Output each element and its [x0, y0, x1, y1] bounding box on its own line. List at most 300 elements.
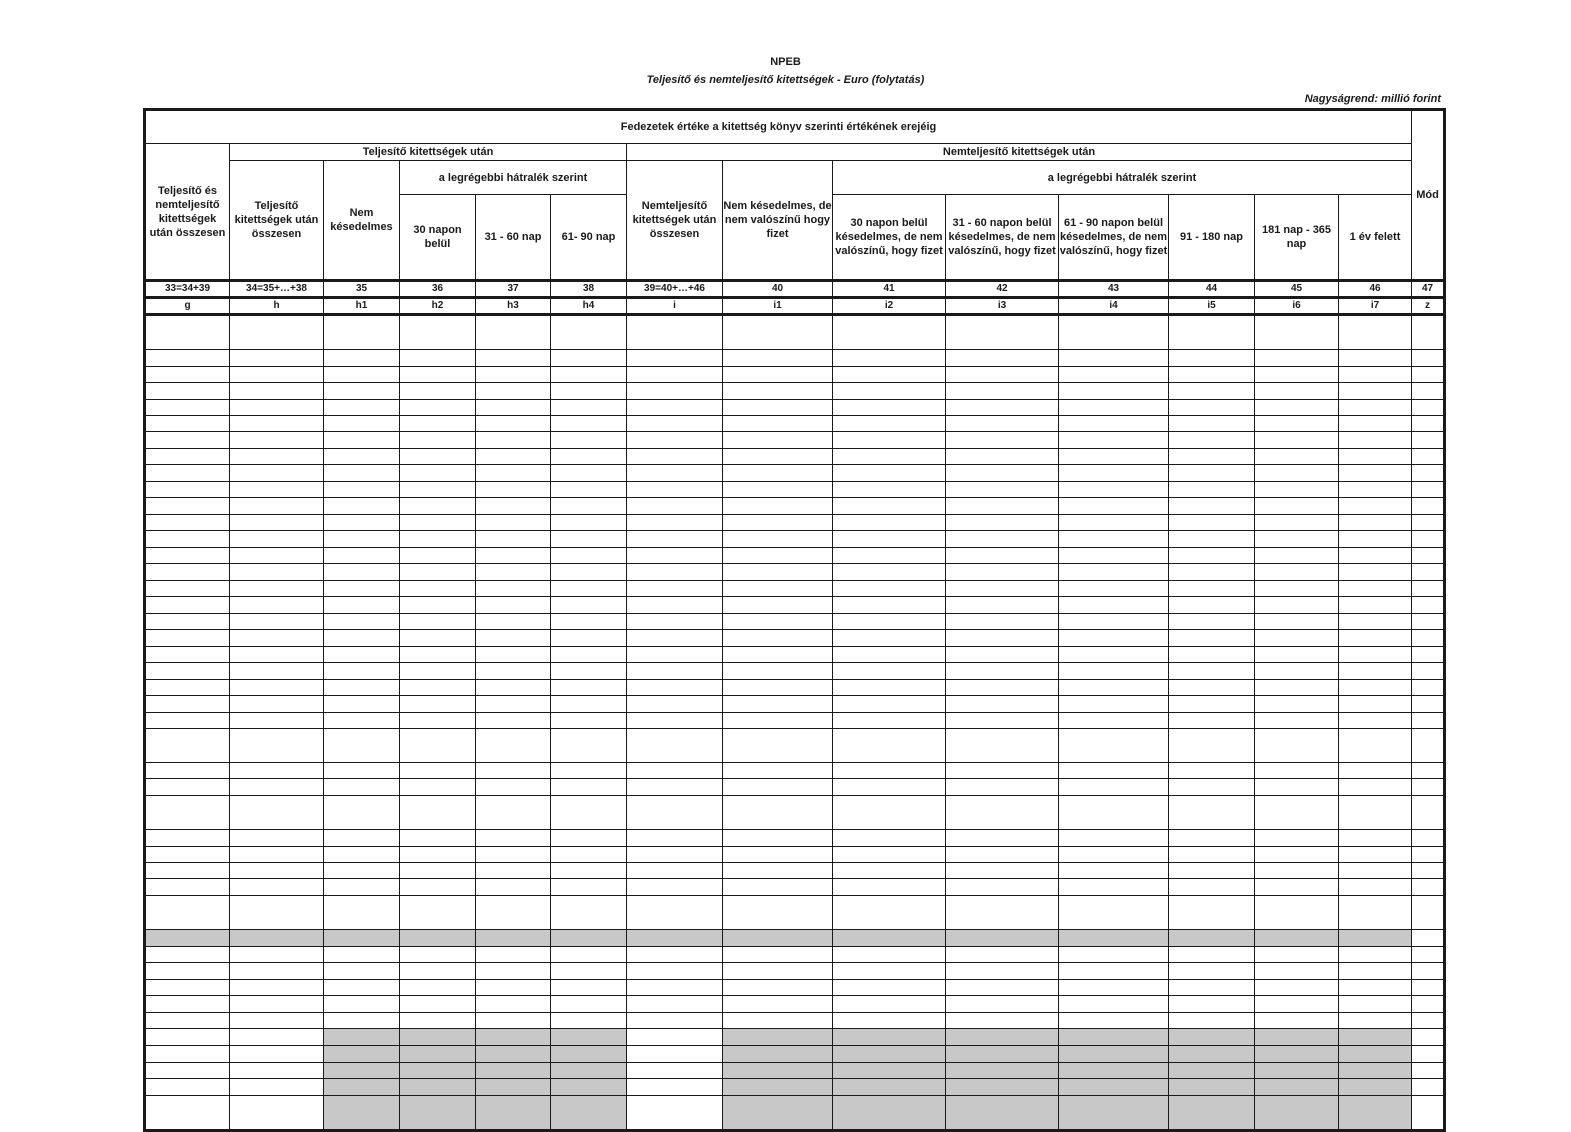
table-cell[interactable]	[946, 597, 1059, 614]
table-cell[interactable]	[1169, 680, 1255, 696]
table-cell[interactable]	[476, 548, 551, 564]
table-cell[interactable]	[946, 996, 1059, 1013]
table-cell[interactable]	[1339, 498, 1412, 515]
table-cell[interactable]	[833, 963, 946, 980]
table-cell[interactable]	[627, 663, 723, 680]
table-cell[interactable]	[1339, 597, 1412, 614]
table-cell[interactable]	[1255, 863, 1339, 879]
table-cell[interactable]	[476, 630, 551, 647]
table-cell[interactable]	[1059, 729, 1169, 763]
table-cell[interactable]	[145, 564, 230, 581]
table-cell[interactable]	[1059, 779, 1169, 796]
table-cell[interactable]	[833, 1046, 946, 1063]
table-cell[interactable]	[1169, 531, 1255, 548]
table-cell[interactable]	[551, 482, 627, 498]
table-cell[interactable]	[324, 482, 400, 498]
table-cell[interactable]	[230, 614, 324, 630]
table-cell[interactable]	[627, 879, 723, 896]
table-cell[interactable]	[627, 1013, 723, 1029]
table-cell[interactable]	[833, 548, 946, 564]
table-cell[interactable]	[230, 432, 324, 449]
table-cell[interactable]	[1412, 930, 1445, 947]
table-cell[interactable]	[324, 315, 400, 350]
table-cell[interactable]	[324, 498, 400, 515]
table-cell[interactable]	[946, 696, 1059, 713]
table-cell[interactable]	[476, 350, 551, 367]
table-cell[interactable]	[476, 1013, 551, 1029]
table-cell[interactable]	[230, 515, 324, 531]
table-cell[interactable]	[551, 680, 627, 696]
table-cell[interactable]	[551, 597, 627, 614]
table-cell[interactable]	[324, 400, 400, 416]
table-cell[interactable]	[1412, 1063, 1445, 1079]
table-cell[interactable]	[145, 614, 230, 630]
table-cell[interactable]	[1059, 879, 1169, 896]
table-cell[interactable]	[400, 980, 476, 996]
table-cell[interactable]	[400, 713, 476, 729]
table-cell[interactable]	[324, 1063, 400, 1079]
table-cell[interactable]	[400, 482, 476, 498]
table-cell[interactable]	[1339, 1096, 1412, 1131]
table-cell[interactable]	[551, 400, 627, 416]
table-cell[interactable]	[1169, 630, 1255, 647]
table-cell[interactable]	[627, 779, 723, 796]
table-cell[interactable]	[230, 581, 324, 597]
table-cell[interactable]	[627, 498, 723, 515]
table-cell[interactable]	[324, 531, 400, 548]
table-cell[interactable]	[230, 482, 324, 498]
table-cell[interactable]	[400, 498, 476, 515]
table-cell[interactable]	[627, 614, 723, 630]
table-cell[interactable]	[400, 996, 476, 1013]
table-cell[interactable]	[145, 482, 230, 498]
table-cell[interactable]	[230, 1079, 324, 1096]
table-cell[interactable]	[1059, 713, 1169, 729]
table-cell[interactable]	[833, 498, 946, 515]
table-cell[interactable]	[723, 597, 833, 614]
table-cell[interactable]	[1255, 614, 1339, 630]
table-cell[interactable]	[230, 465, 324, 482]
table-cell[interactable]	[1412, 482, 1445, 498]
table-cell[interactable]	[230, 350, 324, 367]
table-cell[interactable]	[230, 947, 324, 963]
table-cell[interactable]	[1339, 1063, 1412, 1079]
table-cell[interactable]	[946, 498, 1059, 515]
table-cell[interactable]	[833, 779, 946, 796]
table-cell[interactable]	[1339, 564, 1412, 581]
table-cell[interactable]	[1339, 980, 1412, 996]
table-cell[interactable]	[145, 597, 230, 614]
table-cell[interactable]	[551, 1046, 627, 1063]
table-cell[interactable]	[627, 315, 723, 350]
table-cell[interactable]	[723, 930, 833, 947]
table-cell[interactable]	[723, 980, 833, 996]
table-cell[interactable]	[1059, 383, 1169, 400]
table-cell[interactable]	[627, 465, 723, 482]
table-cell[interactable]	[1412, 796, 1445, 830]
table-cell[interactable]	[946, 930, 1059, 947]
table-cell[interactable]	[400, 663, 476, 680]
table-cell[interactable]	[723, 367, 833, 383]
table-cell[interactable]	[1255, 830, 1339, 847]
table-cell[interactable]	[476, 680, 551, 696]
table-cell[interactable]	[1169, 350, 1255, 367]
table-cell[interactable]	[476, 1063, 551, 1079]
table-cell[interactable]	[324, 980, 400, 996]
table-cell[interactable]	[1339, 614, 1412, 630]
table-cell[interactable]	[1255, 416, 1339, 432]
table-cell[interactable]	[833, 416, 946, 432]
table-cell[interactable]	[1059, 980, 1169, 996]
table-cell[interactable]	[476, 416, 551, 432]
table-cell[interactable]	[1339, 763, 1412, 779]
table-cell[interactable]	[833, 350, 946, 367]
table-cell[interactable]	[1059, 830, 1169, 847]
table-cell[interactable]	[476, 315, 551, 350]
table-cell[interactable]	[145, 796, 230, 830]
table-cell[interactable]	[1412, 515, 1445, 531]
table-cell[interactable]	[230, 713, 324, 729]
table-cell[interactable]	[1412, 548, 1445, 564]
table-cell[interactable]	[1412, 779, 1445, 796]
table-cell[interactable]	[1059, 1046, 1169, 1063]
table-cell[interactable]	[723, 432, 833, 449]
table-cell[interactable]	[324, 597, 400, 614]
table-cell[interactable]	[723, 879, 833, 896]
table-cell[interactable]	[1255, 515, 1339, 531]
table-cell[interactable]	[551, 796, 627, 830]
table-cell[interactable]	[324, 581, 400, 597]
table-cell[interactable]	[1059, 564, 1169, 581]
table-cell[interactable]	[627, 383, 723, 400]
table-cell[interactable]	[230, 1013, 324, 1029]
table-cell[interactable]	[324, 996, 400, 1013]
table-cell[interactable]	[400, 350, 476, 367]
table-cell[interactable]	[551, 729, 627, 763]
table-cell[interactable]	[230, 647, 324, 663]
table-cell[interactable]	[1339, 1046, 1412, 1063]
table-cell[interactable]	[324, 963, 400, 980]
table-cell[interactable]	[833, 367, 946, 383]
table-cell[interactable]	[1412, 630, 1445, 647]
table-cell[interactable]	[1169, 449, 1255, 465]
table-cell[interactable]	[946, 630, 1059, 647]
table-cell[interactable]	[551, 663, 627, 680]
table-cell[interactable]	[1412, 1013, 1445, 1029]
table-cell[interactable]	[476, 996, 551, 1013]
table-cell[interactable]	[476, 432, 551, 449]
table-cell[interactable]	[1255, 879, 1339, 896]
table-cell[interactable]	[551, 996, 627, 1013]
table-cell[interactable]	[1169, 647, 1255, 663]
table-cell[interactable]	[1255, 630, 1339, 647]
table-cell[interactable]	[1059, 847, 1169, 863]
table-cell[interactable]	[400, 930, 476, 947]
table-cell[interactable]	[723, 548, 833, 564]
table-cell[interactable]	[1059, 1029, 1169, 1046]
table-cell[interactable]	[946, 564, 1059, 581]
table-cell[interactable]	[1169, 896, 1255, 930]
table-cell[interactable]	[833, 879, 946, 896]
table-cell[interactable]	[324, 713, 400, 729]
table-cell[interactable]	[946, 680, 1059, 696]
table-cell[interactable]	[723, 449, 833, 465]
table-cell[interactable]	[1339, 465, 1412, 482]
table-cell[interactable]	[400, 597, 476, 614]
table-cell[interactable]	[551, 581, 627, 597]
table-cell[interactable]	[1169, 416, 1255, 432]
table-cell[interactable]	[1412, 465, 1445, 482]
table-cell[interactable]	[1059, 531, 1169, 548]
table-cell[interactable]	[1059, 863, 1169, 879]
table-cell[interactable]	[324, 696, 400, 713]
table-cell[interactable]	[1412, 367, 1445, 383]
table-cell[interactable]	[1412, 879, 1445, 896]
table-cell[interactable]	[551, 350, 627, 367]
table-cell[interactable]	[230, 1046, 324, 1063]
table-cell[interactable]	[627, 597, 723, 614]
table-cell[interactable]	[551, 847, 627, 863]
table-cell[interactable]	[723, 947, 833, 963]
table-cell[interactable]	[627, 996, 723, 1013]
table-cell[interactable]	[551, 1063, 627, 1079]
table-cell[interactable]	[145, 630, 230, 647]
table-cell[interactable]	[476, 449, 551, 465]
table-cell[interactable]	[627, 515, 723, 531]
table-cell[interactable]	[324, 564, 400, 581]
table-cell[interactable]	[1412, 383, 1445, 400]
table-cell[interactable]	[1059, 350, 1169, 367]
table-cell[interactable]	[145, 548, 230, 564]
table-cell[interactable]	[551, 531, 627, 548]
table-cell[interactable]	[1339, 383, 1412, 400]
table-cell[interactable]	[723, 564, 833, 581]
table-cell[interactable]	[1255, 315, 1339, 350]
table-cell[interactable]	[946, 647, 1059, 663]
table-cell[interactable]	[833, 400, 946, 416]
table-cell[interactable]	[476, 400, 551, 416]
table-cell[interactable]	[723, 400, 833, 416]
table-cell[interactable]	[1339, 713, 1412, 729]
table-cell[interactable]	[1255, 763, 1339, 779]
table-cell[interactable]	[627, 830, 723, 847]
table-cell[interactable]	[1169, 763, 1255, 779]
table-cell[interactable]	[145, 930, 230, 947]
table-cell[interactable]	[1059, 1063, 1169, 1079]
table-cell[interactable]	[476, 796, 551, 830]
table-cell[interactable]	[145, 947, 230, 963]
table-cell[interactable]	[1255, 930, 1339, 947]
table-cell[interactable]	[723, 896, 833, 930]
table-cell[interactable]	[833, 614, 946, 630]
table-cell[interactable]	[145, 1096, 230, 1131]
table-cell[interactable]	[476, 713, 551, 729]
table-cell[interactable]	[145, 729, 230, 763]
table-cell[interactable]	[400, 729, 476, 763]
table-cell[interactable]	[230, 416, 324, 432]
table-cell[interactable]	[324, 663, 400, 680]
table-cell[interactable]	[400, 1046, 476, 1063]
table-cell[interactable]	[1169, 713, 1255, 729]
table-cell[interactable]	[1339, 350, 1412, 367]
table-cell[interactable]	[230, 449, 324, 465]
table-cell[interactable]	[1059, 597, 1169, 614]
table-cell[interactable]	[324, 383, 400, 400]
table-cell[interactable]	[946, 449, 1059, 465]
table-cell[interactable]	[476, 597, 551, 614]
table-cell[interactable]	[1169, 1046, 1255, 1063]
table-cell[interactable]	[627, 980, 723, 996]
table-cell[interactable]	[1412, 963, 1445, 980]
table-cell[interactable]	[1059, 498, 1169, 515]
table-cell[interactable]	[1412, 863, 1445, 879]
table-cell[interactable]	[145, 1063, 230, 1079]
table-cell[interactable]	[324, 630, 400, 647]
table-cell[interactable]	[551, 367, 627, 383]
table-cell[interactable]	[723, 1013, 833, 1029]
table-cell[interactable]	[230, 680, 324, 696]
table-cell[interactable]	[476, 531, 551, 548]
table-cell[interactable]	[1339, 367, 1412, 383]
table-cell[interactable]	[627, 863, 723, 879]
table-cell[interactable]	[627, 847, 723, 863]
table-cell[interactable]	[1412, 663, 1445, 680]
table-cell[interactable]	[1059, 796, 1169, 830]
table-cell[interactable]	[1169, 465, 1255, 482]
table-cell[interactable]	[723, 763, 833, 779]
table-cell[interactable]	[946, 432, 1059, 449]
table-cell[interactable]	[1255, 796, 1339, 830]
table-cell[interactable]	[145, 531, 230, 548]
table-cell[interactable]	[400, 1029, 476, 1046]
table-cell[interactable]	[1339, 1029, 1412, 1046]
table-cell[interactable]	[145, 449, 230, 465]
table-cell[interactable]	[1412, 1096, 1445, 1131]
table-cell[interactable]	[833, 515, 946, 531]
table-cell[interactable]	[230, 1029, 324, 1046]
table-cell[interactable]	[1059, 696, 1169, 713]
table-cell[interactable]	[400, 647, 476, 663]
table-cell[interactable]	[723, 515, 833, 531]
table-cell[interactable]	[1059, 996, 1169, 1013]
table-cell[interactable]	[1059, 947, 1169, 963]
table-cell[interactable]	[1339, 796, 1412, 830]
table-cell[interactable]	[833, 696, 946, 713]
table-cell[interactable]	[1339, 548, 1412, 564]
table-cell[interactable]	[551, 1096, 627, 1131]
table-cell[interactable]	[551, 696, 627, 713]
table-cell[interactable]	[230, 597, 324, 614]
table-cell[interactable]	[833, 647, 946, 663]
table-cell[interactable]	[230, 315, 324, 350]
table-cell[interactable]	[476, 763, 551, 779]
table-cell[interactable]	[1169, 383, 1255, 400]
table-cell[interactable]	[1339, 315, 1412, 350]
table-cell[interactable]	[1255, 980, 1339, 996]
table-cell[interactable]	[946, 548, 1059, 564]
table-cell[interactable]	[833, 980, 946, 996]
table-cell[interactable]	[723, 581, 833, 597]
table-cell[interactable]	[1255, 449, 1339, 465]
table-cell[interactable]	[551, 432, 627, 449]
table-cell[interactable]	[400, 847, 476, 863]
table-cell[interactable]	[324, 779, 400, 796]
table-cell[interactable]	[324, 465, 400, 482]
table-cell[interactable]	[145, 963, 230, 980]
table-cell[interactable]	[551, 713, 627, 729]
table-cell[interactable]	[476, 498, 551, 515]
table-cell[interactable]	[230, 531, 324, 548]
table-cell[interactable]	[476, 1029, 551, 1046]
table-cell[interactable]	[1059, 432, 1169, 449]
table-cell[interactable]	[551, 630, 627, 647]
table-cell[interactable]	[551, 548, 627, 564]
table-cell[interactable]	[1059, 416, 1169, 432]
table-cell[interactable]	[723, 963, 833, 980]
table-cell[interactable]	[946, 796, 1059, 830]
table-cell[interactable]	[833, 729, 946, 763]
table-cell[interactable]	[1339, 581, 1412, 597]
table-cell[interactable]	[946, 581, 1059, 597]
table-cell[interactable]	[145, 763, 230, 779]
table-cell[interactable]	[476, 1046, 551, 1063]
table-cell[interactable]	[627, 449, 723, 465]
table-cell[interactable]	[723, 1063, 833, 1079]
table-cell[interactable]	[1169, 879, 1255, 896]
table-cell[interactable]	[145, 680, 230, 696]
table-cell[interactable]	[476, 879, 551, 896]
table-cell[interactable]	[1169, 1029, 1255, 1046]
table-cell[interactable]	[551, 315, 627, 350]
table-cell[interactable]	[145, 647, 230, 663]
table-cell[interactable]	[627, 729, 723, 763]
table-cell[interactable]	[1255, 350, 1339, 367]
table-cell[interactable]	[1255, 367, 1339, 383]
table-cell[interactable]	[627, 896, 723, 930]
table-cell[interactable]	[833, 713, 946, 729]
table-cell[interactable]	[324, 350, 400, 367]
table-cell[interactable]	[230, 996, 324, 1013]
table-cell[interactable]	[324, 729, 400, 763]
table-cell[interactable]	[400, 763, 476, 779]
table-cell[interactable]	[400, 432, 476, 449]
table-cell[interactable]	[1339, 1079, 1412, 1096]
table-cell[interactable]	[833, 432, 946, 449]
table-cell[interactable]	[145, 383, 230, 400]
table-cell[interactable]	[1412, 449, 1445, 465]
table-cell[interactable]	[230, 830, 324, 847]
table-cell[interactable]	[833, 465, 946, 482]
table-cell[interactable]	[1255, 729, 1339, 763]
table-cell[interactable]	[1255, 400, 1339, 416]
table-cell[interactable]	[946, 1013, 1059, 1029]
table-cell[interactable]	[1169, 779, 1255, 796]
table-cell[interactable]	[946, 515, 1059, 531]
table-cell[interactable]	[946, 863, 1059, 879]
table-cell[interactable]	[324, 896, 400, 930]
table-cell[interactable]	[627, 1079, 723, 1096]
table-cell[interactable]	[723, 630, 833, 647]
table-cell[interactable]	[1059, 663, 1169, 680]
table-cell[interactable]	[1169, 498, 1255, 515]
table-cell[interactable]	[833, 847, 946, 863]
table-cell[interactable]	[1169, 581, 1255, 597]
table-cell[interactable]	[1412, 315, 1445, 350]
table-cell[interactable]	[551, 830, 627, 847]
table-cell[interactable]	[324, 367, 400, 383]
table-cell[interactable]	[1059, 465, 1169, 482]
table-cell[interactable]	[833, 315, 946, 350]
